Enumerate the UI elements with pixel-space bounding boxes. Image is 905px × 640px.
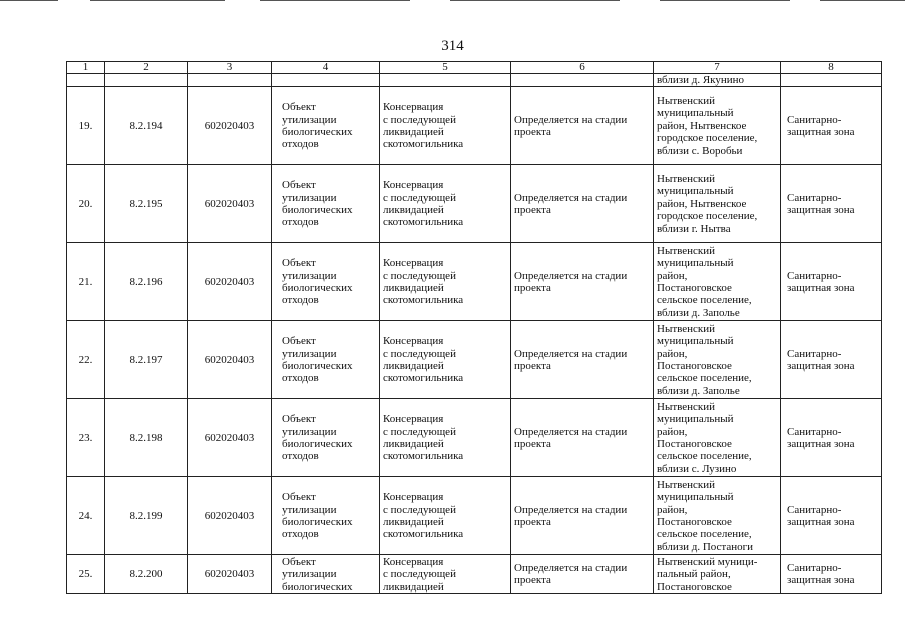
column-number-7: 7 bbox=[654, 62, 781, 74]
object-cell-line: биологических bbox=[282, 580, 353, 593]
action-cell-line: Консервация bbox=[383, 555, 444, 568]
location-cell bbox=[654, 477, 781, 555]
zone-cell bbox=[781, 555, 882, 594]
object-cell-line: отходов bbox=[282, 450, 319, 463]
location-cell-line: Постаноговское bbox=[657, 359, 732, 372]
location-cell bbox=[654, 555, 781, 594]
stage-cell bbox=[511, 165, 654, 243]
zone-cell bbox=[781, 165, 882, 243]
object-cell-line: биологических bbox=[282, 203, 353, 216]
object-cell-line: Объект bbox=[282, 257, 316, 270]
location-cell-line: Постаноговское bbox=[657, 437, 732, 450]
object-cell bbox=[272, 87, 380, 165]
column-number-6: 6 bbox=[511, 62, 654, 74]
row-number-cell: 20. bbox=[67, 165, 105, 243]
stage-cell-line: проекта bbox=[514, 203, 551, 216]
action-cell-line: ликвидацией bbox=[383, 580, 444, 593]
stage-cell-line: проекта bbox=[514, 515, 551, 528]
location-cell-line: район, bbox=[657, 503, 688, 516]
document-table bbox=[66, 61, 882, 594]
table-row bbox=[67, 243, 882, 321]
stage-cell-line: Определяется на стадии bbox=[514, 113, 628, 126]
action-cell-line: ликвидацией bbox=[383, 515, 444, 528]
stage-cell bbox=[511, 243, 654, 321]
location-cell-line: вблизи с. Воробьи bbox=[657, 144, 743, 157]
column-number-1: 1 bbox=[67, 62, 105, 74]
object-cell-line: отходов bbox=[282, 138, 319, 151]
location-cell-line: сельское поселение, bbox=[657, 372, 752, 385]
location-cell-line: муниципальный bbox=[657, 491, 734, 504]
table-body bbox=[67, 74, 882, 594]
column-number-2: 2 bbox=[105, 62, 188, 74]
location-cell bbox=[654, 243, 781, 321]
continuation-location-cell: вблизи д. Якунино bbox=[654, 74, 781, 87]
action-cell-line: скотомогильника bbox=[383, 372, 464, 385]
location-cell-line: Постаноговское bbox=[657, 515, 732, 528]
top-border-line bbox=[0, 0, 905, 1]
location-cell-line: муниципальный bbox=[657, 107, 734, 120]
location-cell-line: городское поселение, bbox=[657, 132, 758, 145]
stage-cell bbox=[511, 87, 654, 165]
stage-cell-line: проекта bbox=[514, 281, 551, 294]
location-cell-line: район, Нытвенское bbox=[657, 197, 747, 210]
object-cell-line: Объект bbox=[282, 101, 316, 114]
zone-cell-line: Санитарно- bbox=[787, 503, 842, 516]
row-number-cell: 25. bbox=[67, 555, 105, 594]
object-cell-line: отходов bbox=[282, 528, 319, 541]
location-cell-line: сельское поселение, bbox=[657, 294, 752, 307]
location-cell bbox=[654, 321, 781, 399]
object-cell bbox=[272, 555, 380, 594]
zone-cell-line: защитная зона bbox=[787, 359, 855, 372]
classifier-code-cell: 602020403 bbox=[188, 399, 272, 477]
zone-cell bbox=[781, 321, 882, 399]
action-cell-line: с последующей bbox=[383, 425, 456, 438]
stage-cell-line: Определяется на стадии bbox=[514, 347, 628, 360]
row-number-cell: 24. bbox=[67, 477, 105, 555]
table-row bbox=[67, 477, 882, 555]
object-cell-line: биологических bbox=[282, 359, 353, 372]
location-cell-line: вблизи д. Заполье bbox=[657, 384, 740, 397]
object-cell bbox=[272, 399, 380, 477]
action-cell-line: с последующей bbox=[383, 269, 456, 282]
action-cell-line: Консервация bbox=[383, 257, 444, 270]
stage-cell-line: проекта bbox=[514, 574, 551, 587]
location-cell-line: район, bbox=[657, 425, 688, 438]
zone-cell-line: защитная зона bbox=[787, 125, 855, 138]
location-cell bbox=[654, 399, 781, 477]
action-cell-line: ликвидацией bbox=[383, 437, 444, 450]
location-cell-line: городское поселение, bbox=[657, 210, 758, 223]
table-row bbox=[67, 399, 882, 477]
zone-cell-line: защитная зона bbox=[787, 515, 855, 528]
location-cell-line: Нытвенский bbox=[657, 244, 716, 257]
object-cell-line: Объект bbox=[282, 335, 316, 348]
continuation-row bbox=[67, 74, 882, 87]
location-cell-line: вблизи с. Лузино bbox=[657, 462, 737, 475]
action-cell-line: с последующей bbox=[383, 113, 456, 126]
stage-cell-line: Определяется на стадии bbox=[514, 269, 628, 282]
action-cell-line: скотомогильника bbox=[383, 450, 464, 463]
action-cell bbox=[380, 399, 511, 477]
object-cell-line: отходов bbox=[282, 294, 319, 307]
table-row bbox=[67, 321, 882, 399]
object-cell-line: биологических bbox=[282, 437, 353, 450]
table-row bbox=[67, 87, 882, 165]
location-cell-line: Нытвенский муници- bbox=[657, 555, 758, 568]
object-cell-line: биологических bbox=[282, 515, 353, 528]
action-cell-line: Консервация bbox=[383, 179, 444, 192]
action-cell-line: скотомогильника bbox=[383, 294, 464, 307]
action-cell bbox=[380, 87, 511, 165]
column-number-5: 5 bbox=[380, 62, 511, 74]
object-cell-line: утилизации bbox=[282, 425, 337, 438]
object-cell-line: утилизации bbox=[282, 113, 337, 126]
action-cell bbox=[380, 243, 511, 321]
column-numbers-header bbox=[67, 62, 882, 74]
object-cell-line: Объект bbox=[282, 179, 316, 192]
action-cell-line: с последующей bbox=[383, 347, 456, 360]
location-cell-line: пальный район, bbox=[657, 568, 731, 581]
action-cell-line: с последующей bbox=[383, 191, 456, 204]
zone-cell-line: защитная зона bbox=[787, 437, 855, 450]
stage-cell-line: проекта bbox=[514, 125, 551, 138]
zone-cell-line: Санитарно- bbox=[787, 191, 842, 204]
code-cell: 8.2.200 bbox=[105, 555, 188, 594]
action-cell-line: Консервация bbox=[383, 335, 444, 348]
stage-cell-line: проекта bbox=[514, 437, 551, 450]
column-number-3: 3 bbox=[188, 62, 272, 74]
row-number-cell: 19. bbox=[67, 87, 105, 165]
location-cell-line: муниципальный bbox=[657, 185, 734, 198]
column-number-4: 4 bbox=[272, 62, 380, 74]
location-cell bbox=[654, 87, 781, 165]
object-cell-line: утилизации bbox=[282, 191, 337, 204]
classifier-code-cell: 602020403 bbox=[188, 477, 272, 555]
classifier-code-cell: 602020403 bbox=[188, 321, 272, 399]
location-cell-line: Нытвенский bbox=[657, 400, 716, 413]
zone-cell bbox=[781, 243, 882, 321]
page-number: 314 bbox=[441, 38, 464, 54]
object-cell-line: биологических bbox=[282, 125, 353, 138]
stage-cell-line: Определяется на стадии bbox=[514, 191, 628, 204]
object-cell-line: утилизации bbox=[282, 347, 337, 360]
code-cell: 8.2.199 bbox=[105, 477, 188, 555]
action-cell-line: скотомогильника bbox=[383, 138, 464, 151]
location-cell-line: вблизи д. Постаноги bbox=[657, 540, 754, 553]
action-cell-line: Консервация bbox=[383, 491, 444, 504]
object-cell-line: отходов bbox=[282, 372, 319, 385]
column-number-8: 8 bbox=[781, 62, 882, 74]
zone-cell bbox=[781, 87, 882, 165]
row-number-cell: 21. bbox=[67, 243, 105, 321]
zone-cell-line: Санитарно- bbox=[787, 113, 842, 126]
action-cell bbox=[380, 321, 511, 399]
code-cell: 8.2.196 bbox=[105, 243, 188, 321]
location-cell-line: Нытвенский bbox=[657, 322, 716, 335]
stage-cell-line: Определяется на стадии bbox=[514, 425, 628, 438]
zone-cell-line: Санитарно- bbox=[787, 425, 842, 438]
zone-cell-line: защитная зона bbox=[787, 203, 855, 216]
zone-cell bbox=[781, 399, 882, 477]
location-cell-line: район, Нытвенское bbox=[657, 119, 747, 132]
row-number-cell: 22. bbox=[67, 321, 105, 399]
location-cell-line: район, bbox=[657, 269, 688, 282]
row-number-cell: 23. bbox=[67, 399, 105, 477]
code-cell: 8.2.194 bbox=[105, 87, 188, 165]
object-cell bbox=[272, 165, 380, 243]
location-cell-line: район, bbox=[657, 347, 688, 360]
action-cell-line: скотомогильника bbox=[383, 216, 464, 229]
action-cell-line: Консервация bbox=[383, 101, 444, 114]
object-cell bbox=[272, 321, 380, 399]
zone-cell-line: Санитарно- bbox=[787, 269, 842, 282]
table-row bbox=[67, 555, 882, 594]
location-cell-line: Постаноговское bbox=[657, 580, 732, 593]
zone-cell-line: Санитарно- bbox=[787, 347, 842, 360]
action-cell bbox=[380, 477, 511, 555]
zone-cell-line: Санитарно- bbox=[787, 562, 842, 574]
location-cell-line: сельское поселение, bbox=[657, 450, 752, 463]
location-cell-line: сельское поселение, bbox=[657, 528, 752, 541]
classifier-code-cell: 602020403 bbox=[188, 87, 272, 165]
action-cell bbox=[380, 165, 511, 243]
location-cell-line: вблизи д. Заполье bbox=[657, 306, 740, 319]
object-cell-line: утилизации bbox=[282, 568, 337, 581]
object-cell-line: биологических bbox=[282, 281, 353, 294]
stage-cell bbox=[511, 321, 654, 399]
classifier-code-cell: 602020403 bbox=[188, 243, 272, 321]
location-cell-line: муниципальный bbox=[657, 413, 734, 426]
code-cell: 8.2.197 bbox=[105, 321, 188, 399]
zone-cell bbox=[781, 477, 882, 555]
location-cell-line: Нытвенский bbox=[657, 94, 716, 107]
object-cell-line: Объект bbox=[282, 555, 316, 568]
zone-cell-line: защитная зона bbox=[787, 574, 855, 587]
object-cell-line: отходов bbox=[282, 216, 319, 229]
object-cell-line: утилизации bbox=[282, 503, 337, 516]
stage-cell-line: проекта bbox=[514, 359, 551, 372]
stage-cell-line: Определяется на стадии bbox=[514, 562, 628, 574]
stage-cell bbox=[511, 555, 654, 594]
zone-cell-line: защитная зона bbox=[787, 281, 855, 294]
action-cell-line: с последующей bbox=[383, 568, 456, 581]
classifier-code-cell: 602020403 bbox=[188, 165, 272, 243]
classifier-code-cell: 602020403 bbox=[188, 555, 272, 594]
location-cell-line: вблизи г. Нытва bbox=[657, 222, 731, 235]
action-cell-line: скотомогильника bbox=[383, 528, 464, 541]
action-cell-line: Консервация bbox=[383, 413, 444, 426]
action-cell-line: ликвидацией bbox=[383, 281, 444, 294]
action-cell-line: с последующей bbox=[383, 503, 456, 516]
action-cell bbox=[380, 555, 511, 594]
stage-cell bbox=[511, 399, 654, 477]
location-cell-line: Нытвенский bbox=[657, 478, 716, 491]
stage-cell-line: Определяется на стадии bbox=[514, 503, 628, 516]
action-cell-line: ликвидацией bbox=[383, 359, 444, 372]
location-cell-line: Постаноговское bbox=[657, 281, 732, 294]
object-cell bbox=[272, 243, 380, 321]
object-cell-line: Объект bbox=[282, 491, 316, 504]
code-cell: 8.2.195 bbox=[105, 165, 188, 243]
object-cell-line: утилизации bbox=[282, 269, 337, 282]
location-cell-line: муниципальный bbox=[657, 335, 734, 348]
location-cell-line: Нытвенский bbox=[657, 172, 716, 185]
action-cell-line: ликвидацией bbox=[383, 203, 444, 216]
object-cell bbox=[272, 477, 380, 555]
location-cell-line: муниципальный bbox=[657, 257, 734, 270]
action-cell-line: ликвидацией bbox=[383, 125, 444, 138]
location-cell bbox=[654, 165, 781, 243]
object-cell-line: Объект bbox=[282, 413, 316, 426]
table-row bbox=[67, 165, 882, 243]
code-cell: 8.2.198 bbox=[105, 399, 188, 477]
stage-cell bbox=[511, 477, 654, 555]
